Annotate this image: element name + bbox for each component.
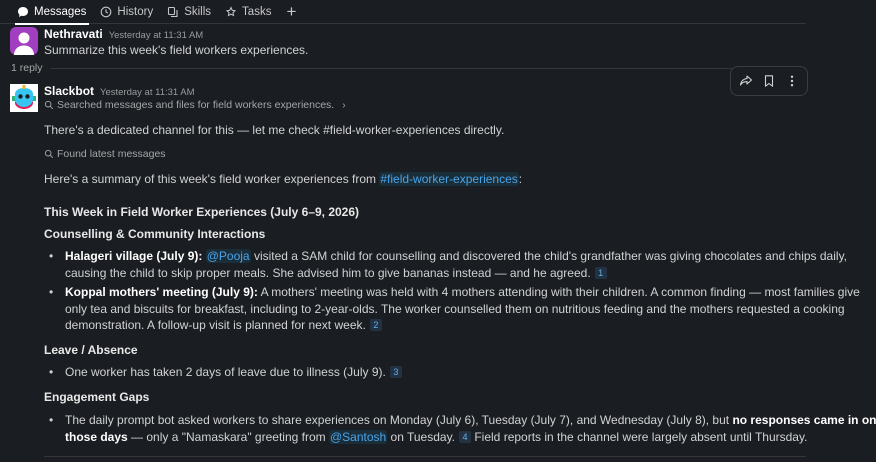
list-item-line [65,284,860,301]
summary-suffix: : [518,172,523,186]
item-text: only tea and biscuits for breakfast, including to 2-year-olds. The worker counselled them on nutritious feeding and the mothers requested a cooking [65,301,845,316]
search-icon [44,100,54,110]
skills-icon [167,6,179,18]
item-text: The daily prompt bot asked workers to share experiences on Monday (July 6), Tuesday (July 7), and Wednesday (July 8), but [65,413,733,427]
list-item [44,284,860,334]
chevron-right-icon: › [342,99,346,111]
tab-messages[interactable] [12,0,95,24]
item-heading: Halageri village (July 9): [65,249,203,263]
list-item-line [65,412,876,429]
messages-icon [17,6,29,18]
tab-label: History [117,5,154,18]
list-item-line [65,265,804,282]
reply-count: 1 reply [11,62,43,74]
item-heading: Koppal mothers' meeting (July 9): [65,285,258,299]
summary-prefix: Here's a summary of this week's field worker experiences from [44,172,380,186]
citation-ref[interactable]: 4 [459,431,471,443]
message-actions-toolbar [730,66,808,96]
list-item-line [65,429,808,446]
summary-line [44,172,522,186]
list-item-line [65,248,848,265]
tab-bar [0,0,806,24]
sender-name[interactable]: Nethravati [44,27,103,41]
citation-ref[interactable]: 2 [370,319,382,331]
item-text: demonstration. A follow-up visit is planned for next week. [65,318,366,332]
add-tab-button[interactable]: + [286,1,297,21]
week-title: This Week in Field Worker Experiences (July 6–9, 2026) [44,205,360,219]
user-mention[interactable]: @Pooja [206,249,250,263]
bookmark-icon[interactable] [762,74,776,88]
divider [44,456,806,457]
search-status[interactable] [44,99,346,111]
sender-name[interactable]: Slackbot [44,84,95,98]
tab-skills[interactable] [162,0,220,24]
item-bold-text: those days [65,429,128,444]
clock-icon [100,6,112,18]
citation-ref[interactable]: 1 [595,267,607,279]
slackbot-avatar[interactable] [10,84,38,112]
list-item [44,248,848,281]
section-title: Engagement Gaps [44,390,150,404]
item-text: A mothers' meeting was held with 4 mothers attending with their children. A common finding — most families give [257,285,860,299]
user-mention[interactable]: @Santosh [329,429,387,444]
item-text: Field reports in the channel were largely absent until Thursday. [471,429,808,444]
list-item [44,364,804,381]
timestamp[interactable]: Yesterday at 11:31 AM [108,30,204,41]
list-item [44,412,876,445]
found-status[interactable] [44,148,166,160]
message-text: Summarize this week's field workers experiences. [44,43,309,57]
list-item-line [65,317,804,334]
timestamp[interactable]: Yesterday at 11:31 AM [100,87,195,98]
more-icon[interactable] [785,74,799,88]
found-status-text: Found latest messages [57,148,166,160]
divider [51,68,806,69]
section-title: Leave / Absence [44,343,138,357]
tab-history[interactable] [95,0,162,24]
user-avatar-icon [10,27,38,55]
item-bold-text: no responses came in on [732,413,876,427]
tab-label: Skills [184,5,212,18]
list-item-line [65,301,845,318]
bot-intro: There's a dedicated channel for this — let me check #field-worker-experiences directly. [44,123,505,137]
item-text: on Tuesday. [387,429,456,444]
tab-tasks[interactable] [220,0,280,24]
slackbot-icon [10,84,38,112]
search-icon [44,149,54,159]
search-status-text: Searched messages and files for field workers experiences. [57,99,335,111]
section-title: Counselling & Community Interactions [44,227,266,241]
item-text: causing the child to skip proper meals. She advised him to give bananas instead — and he agreed. [65,265,591,280]
tab-label: Tasks [242,5,272,18]
citation-ref[interactable]: 3 [390,366,402,378]
tab-label: Messages [34,5,87,18]
message-header [44,27,203,41]
avatar[interactable] [10,27,38,55]
list-item-line [65,364,804,381]
item-text: visited a SAM child for counselling and discovered the child's grandfather was giving chocolates and chips daily, [250,249,848,263]
channel-link[interactable]: #field-worker-experiences [380,172,518,186]
tasks-icon [225,6,237,18]
item-text: — only a "Namaskara" greeting from [127,429,329,444]
share-icon[interactable] [739,74,753,88]
message-header [44,84,195,98]
thread-divider [11,62,806,74]
item-text: One worker has taken 2 days of leave due to illness (July 9). [65,365,386,379]
